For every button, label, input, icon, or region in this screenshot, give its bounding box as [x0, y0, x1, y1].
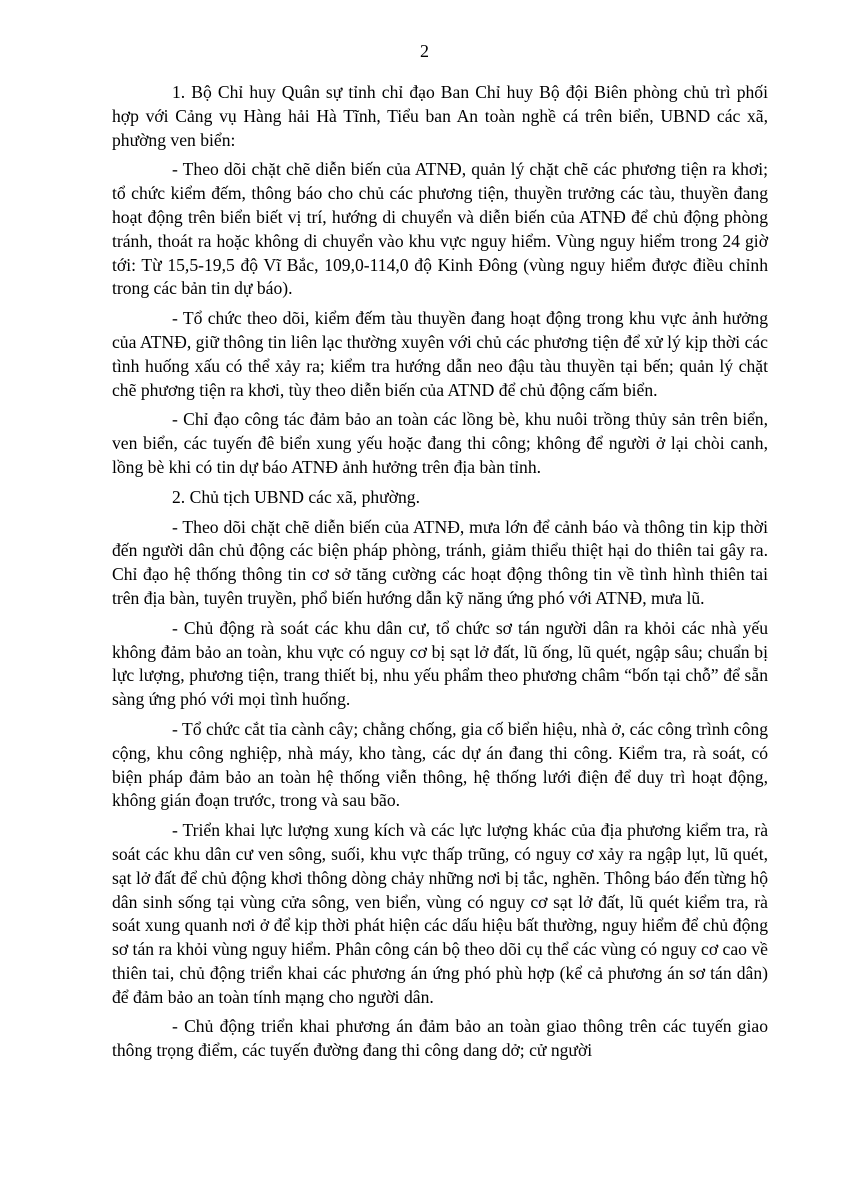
- paragraph-warning-information: - Theo dõi chặt chẽ diễn biến của ATNĐ, mưa lớn để cảnh báo và thông tin kịp thời đến người dân chủ động các biện pháp phòng, tránh, giảm thiểu thiệt hại do thiên tai gây ra. Chỉ đạo hệ thống thông tin cơ sở tăng cường các hoạt động thông tin về tình hình thiên tai trên địa bàn, tuyên truyền, phổ biến hướng dẫn kỹ năng ứng phó với ATNĐ, mưa lũ.: [112, 516, 768, 608]
- paragraph-tree-trimming: - Tổ chức cắt tỉa cành cây; chằng chống, gia cố biển hiệu, nhà ở, các công trình công cộng, khu công nghiệp, nhà máy, kho tàng, các dự án đang thi công. Kiểm tra, rà soát, có biện pháp đảm bảo an toàn hệ thống viễn thông, hệ thống lưới điện để duy trì hoạt động, không gián đoạn trước, trong và sau bão.: [112, 718, 768, 811]
- paragraph-aquaculture-safety: - Chỉ đạo công tác đảm bảo an toàn các lồng bè, khu nuôi trồng thủy sản trên biển, ven biển, các tuyến đê biển xung yếu hoặc đang thi công; không để người ở lại chòi canh, lồng bè khi có tin dự báo ATNĐ ảnh hưởng trên địa bàn tỉnh.: [112, 409, 768, 477]
- paragraph-shock-forces: - Triển khai lực lượng xung kích và các lực lượng khác của địa phương kiểm tra, rà soát các khu dân cư ven sông, suối, khu vực thấp trũng, có nguy cơ xảy ra ngập lụt, lũ quét, sạt lở đất để chủ động khơi thông dòng chảy những nơi bị tắc, nghẽn. Thông báo đến từng hộ dân sinh sống tại vùng cửa sông, ven biển, vùng có nguy cơ sạt lở đất, lũ quét kiểm tra, rà soát xung quanh nơi ở để kịp thời phát hiện các dấu hiệu bất thường, nguy hiểm để chủ động sơ tán ra khỏi vùng nguy hiểm. Phân công cán bộ theo dõi cụ thể các vùng có nguy cơ cao về thiên tai, chủ động triển khai các phương án ứng phó phù hợp (kể cả phương án sơ tán dân) để đảm bảo an toàn tính mạng cho người dân.: [112, 820, 768, 1007]
- paragraph-monitor-vessels: - Theo dõi chặt chẽ diễn biến của ATNĐ, quản lý chặt chẽ các phương tiện ra khơi; tổ chức kiểm đếm, thông báo cho chủ các phương tiện, thuyền trưởng các tàu, thuyền đang hoạt động trên biển biết vị trí, hướng di chuyển và diễn biến của ATNĐ để chủ động phòng tránh, thoát ra hoặc không di chuyển vào khu vực nguy hiểm. Vùng nguy hiểm trong 24 giờ tới: Từ 15,5-19,5 độ Vĩ Bắc, 109,0-114,0 độ Kinh Đông (vùng nguy hiểm được điều chỉnh trong các bản tin dự báo).: [112, 159, 768, 299]
- paragraph-section-2-heading: 2. Chủ tịch UBND các xã, phường.: [172, 486, 421, 507]
- paragraph-count-vessels: - Tổ chức theo dõi, kiểm đếm tàu thuyền đang hoạt động trong khu vực ảnh hưởng của ATNĐ, giữ thông tin liên lạc thường xuyên với chủ các phương tiện để xử lý kịp thời các tình huống xấu có thể xảy ra; kiểm tra hướng dẫn neo đậu tàu thuyền tại bến; quản lý chặt chẽ phương tiện ra khơi, tùy theo diễn biến của ATND để chủ động cấm biển.: [112, 308, 768, 400]
- paragraph-evacuation: - Chủ động rà soát các khu dân cư, tổ chức sơ tán người dân ra khỏi các nhà yếu không đảm bảo an toàn, khu vực có nguy cơ bị sạt lở đất, lũ ống, lũ quét, ngập sâu; chuẩn bị lực lượng, phương tiện, trang thiết bị, nhu yếu phẩm theo phương châm “bốn tại chỗ” để sẵn sàng ứng phó với mọi tình huống.: [112, 617, 768, 710]
- paragraph-traffic-safety: - Chủ động triển khai phương án đảm bảo an toàn giao thông trên các tuyến giao thông trọng điểm, các tuyến đường đang thi công dang dở; cử người: [112, 1016, 768, 1061]
- page-number: 2: [420, 41, 429, 61]
- document-body: [112, 81, 768, 1069]
- paragraph-section-1-heading: 1. Bộ Chỉ huy Quân sự tỉnh chỉ đạo Ban Chỉ huy Bộ đội Biên phòng chủ trì phối hợp với Cảng vụ Hàng hải Hà Tĩnh, Tiểu ban An toàn nghề cá trên biển, UBND các xã, phường ven biển:: [112, 82, 768, 150]
